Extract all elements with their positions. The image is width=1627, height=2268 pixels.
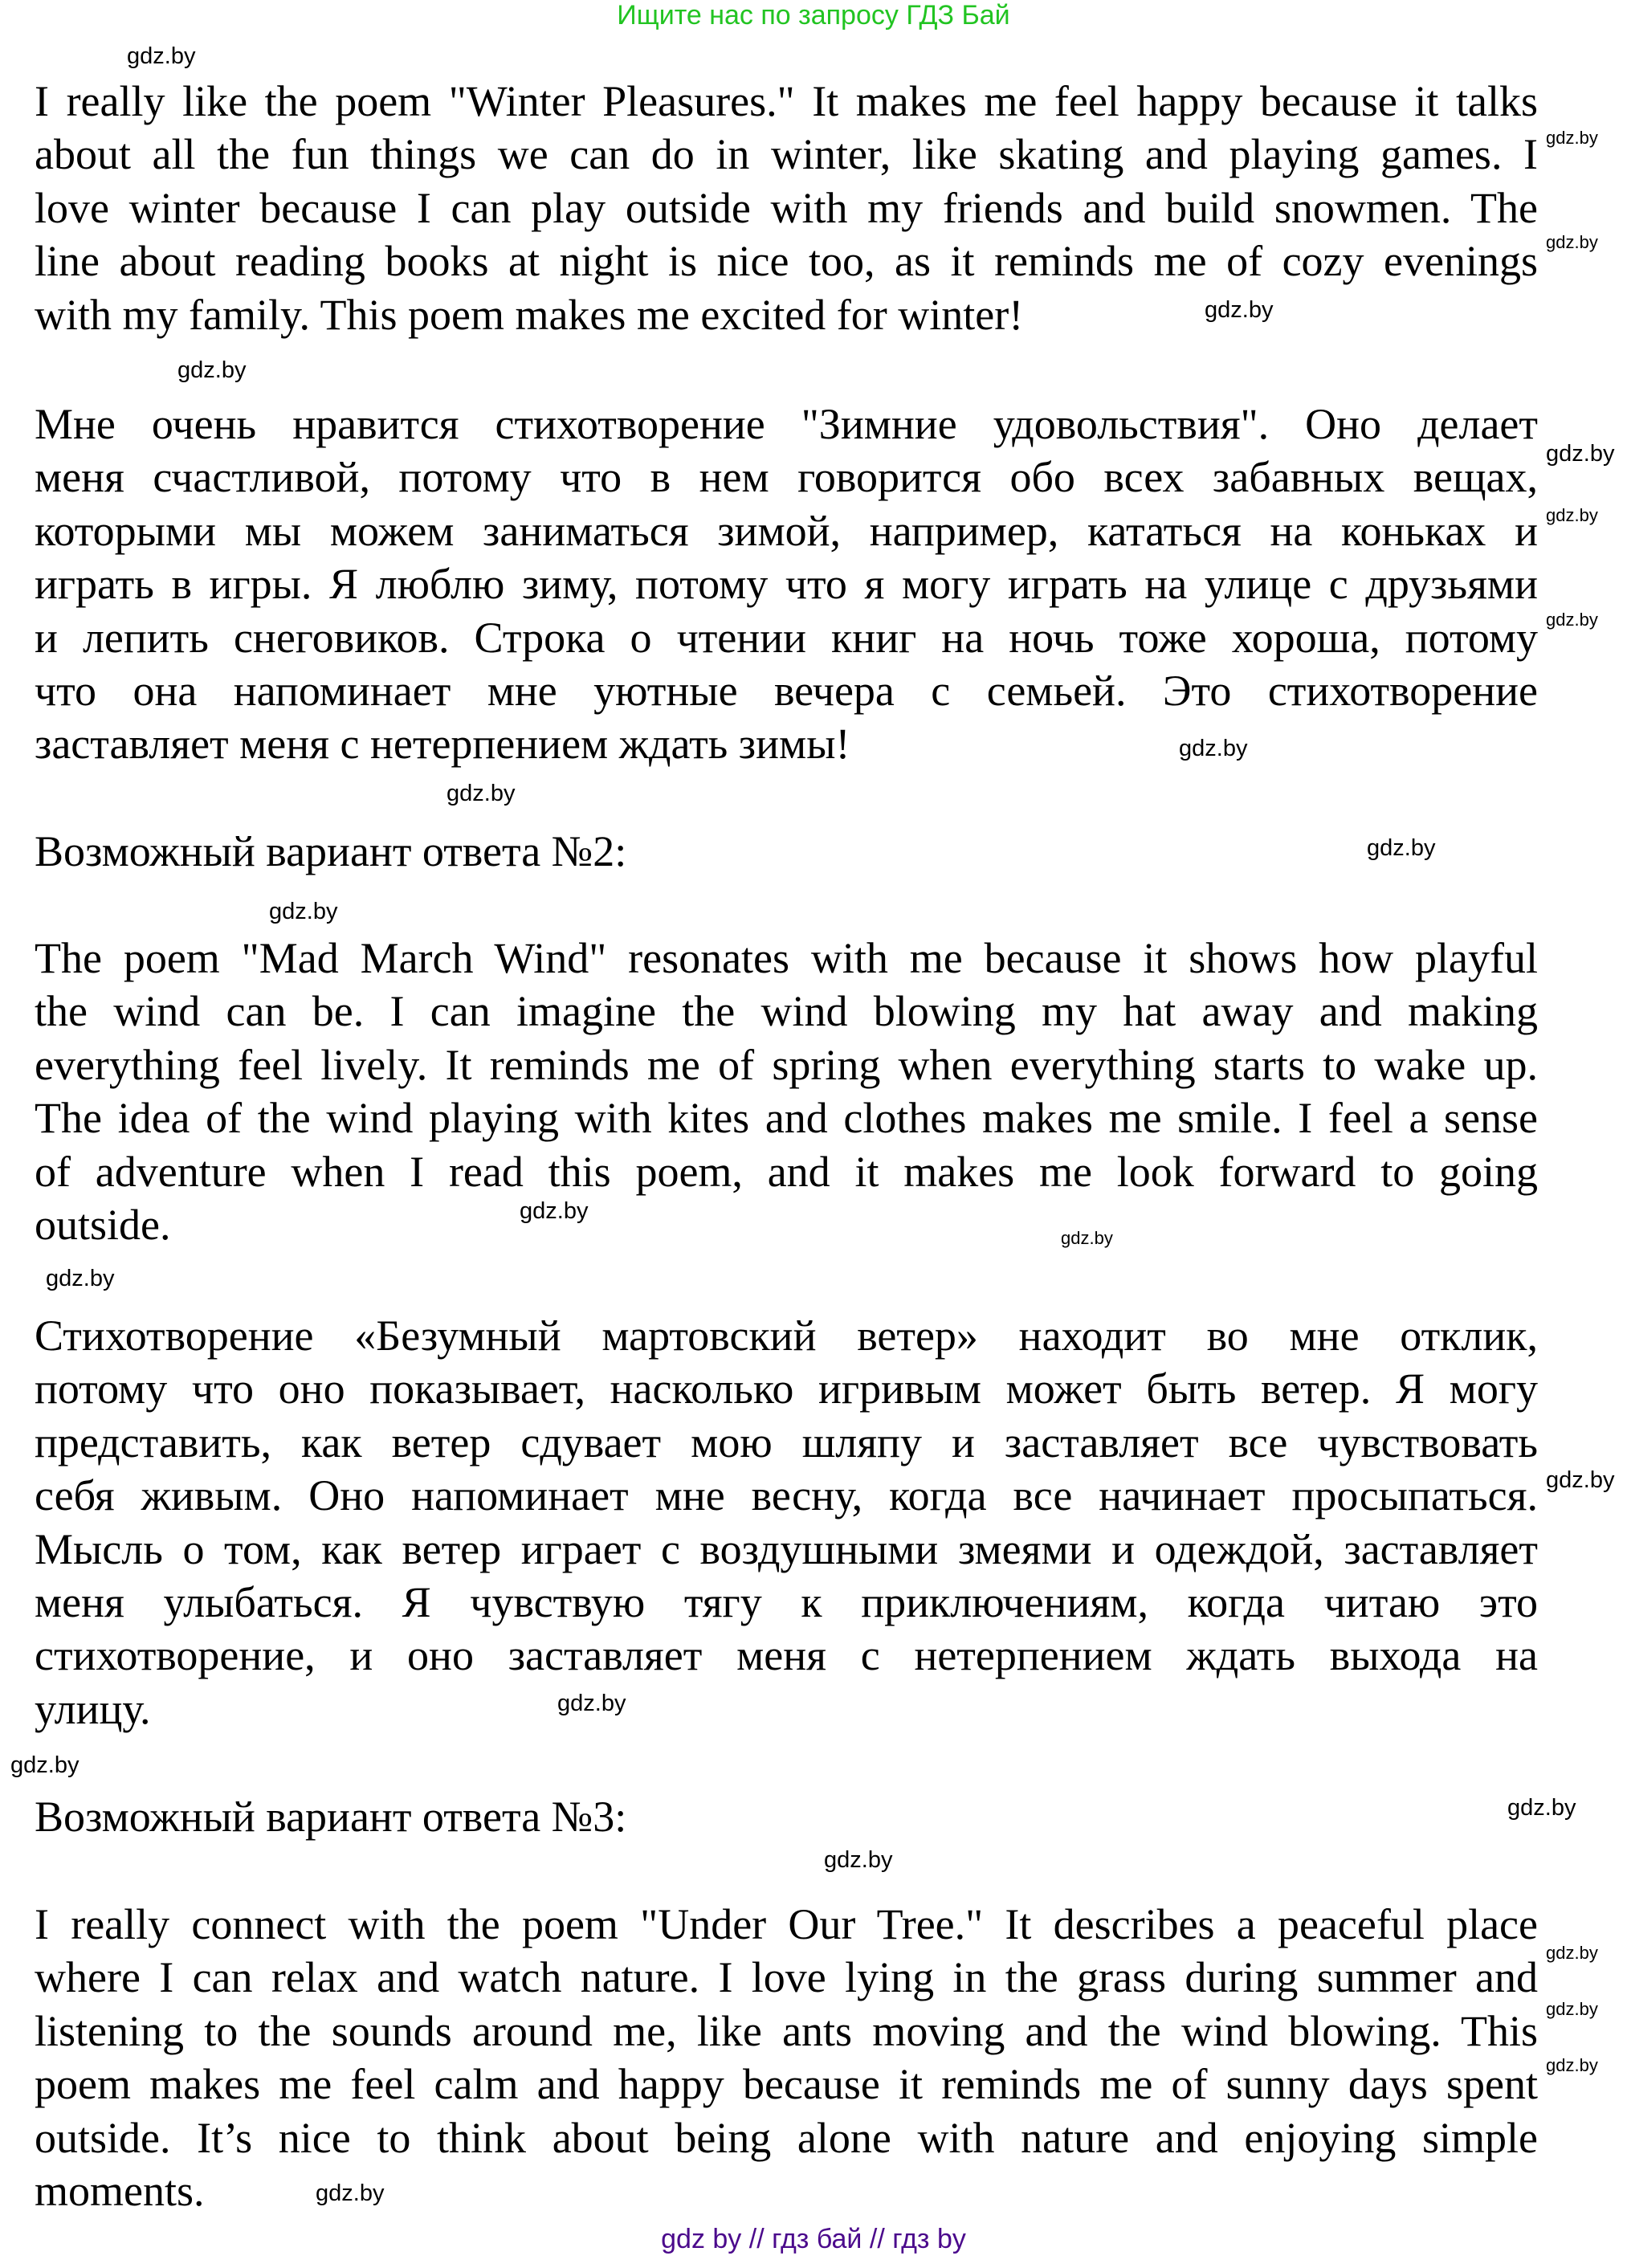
watermark: gdz.by	[1546, 441, 1615, 467]
watermark: gdz.by	[1507, 1795, 1576, 1821]
text-line: of adventure when I read this poem, and it makes me look forward to going	[35, 1147, 1538, 1196]
text-line: listening to the sounds around me, like ants moving and the wind blowing. This	[35, 2006, 1538, 2055]
text-line: Мысль о том, как ветер играет с воздушными змеями и одеждой, заставляет	[35, 1524, 1538, 1573]
text-line: about all the fun things we can do in winter, like skating and playing games. I	[35, 130, 1538, 179]
paragraph-english-1	[35, 75, 1538, 341]
text-line: poem makes me feel calm and happy because it reminds me of sunny days spent	[35, 2060, 1538, 2109]
text-line: меня улыбаться. Я чувствую тягу к приключениям, когда читаю это	[35, 1577, 1538, 1626]
watermark: gdz.by	[520, 1198, 589, 1224]
heading-variant-3: Возможный вариант ответа №3:	[35, 1793, 627, 1841]
heading-variant-2: Возможный вариант ответа №2:	[35, 827, 627, 875]
text-line: the wind can be. I can imagine the wind blowing my hat away and making	[35, 987, 1538, 1036]
paragraph-english-3	[35, 1898, 1538, 2217]
text-line: everything feel lively. It reminds me of spring when everything starts to wake up.	[35, 1040, 1538, 1089]
watermark: gdz.by	[1205, 297, 1274, 323]
watermark: gdz.by	[127, 43, 196, 69]
watermark: gdz.by	[1546, 505, 1598, 525]
watermark: gdz.by	[1546, 1467, 1615, 1493]
paragraph-russian-2	[35, 1309, 1538, 1736]
text-line: и лепить снеговиков. Строка о чтении книг на ночь тоже хороша, потому	[35, 613, 1538, 662]
text-line: I really connect with the poem "Under Our Tree." It describes a peaceful place	[35, 1900, 1538, 1948]
watermark: gdz.by	[1179, 736, 1248, 761]
search-banner[interactable]: Ищите нас по запросу ГДЗ Бай	[617, 0, 1010, 31]
text-line: The poem "Mad March Wind" resonates with me because it shows how playful	[35, 934, 1538, 982]
text-line: line about reading books at night is nice too, as it reminds me of cozy evenings	[35, 237, 1538, 286]
text-line: улицу.	[35, 1684, 151, 1733]
text-line: которыми мы можем заниматься зимой, например, кататься на коньках и	[35, 506, 1538, 555]
text-line: Мне очень нравится стихотворение "Зимние удовольствия". Оно делает	[35, 400, 1538, 448]
watermark: gdz.by	[316, 2180, 385, 2206]
watermark: gdz.by	[1546, 128, 1598, 148]
text-line: outside. It’s nice to think about being alone with nature and enjoying simple	[35, 2113, 1538, 2162]
footer-links[interactable]: gdz by // гдз бай // гдз by	[661, 2224, 966, 2254]
paragraph-english-2	[35, 932, 1538, 1251]
text-line: with my family. This poem makes me excited for winter!	[35, 290, 1024, 339]
watermark: gdz.by	[1546, 610, 1598, 630]
text-line: заставляет меня с нетерпением ждать зимы!	[35, 720, 850, 769]
text-line: outside.	[35, 1200, 171, 1249]
text-line: The idea of the wind playing with kites and clothes makes me smile. I feel a sense	[35, 1094, 1538, 1143]
text-line: love winter because I can play outside with my friends and build snowmen. The	[35, 183, 1538, 232]
text-line: I really like the poem "Winter Pleasures." It makes me feel happy because it talks	[35, 77, 1538, 125]
watermark: gdz.by	[447, 781, 516, 806]
watermark: gdz.by	[1367, 835, 1436, 861]
watermark: gdz.by	[1061, 1228, 1113, 1248]
text-line: потому что оно показывает, насколько игривым может быть ветер. Я могу	[35, 1364, 1538, 1413]
watermark: gdz.by	[10, 1752, 80, 1778]
watermark: gdz.by	[269, 899, 338, 924]
watermark: gdz.by	[1546, 232, 1598, 252]
text-line: where I can relax and watch nature. I love lying in the grass during summer and	[35, 1953, 1538, 2002]
watermark: gdz.by	[46, 1266, 115, 1291]
text-line: представить, как ветер сдувает мою шляпу и заставляет все чувствовать	[35, 1418, 1538, 1466]
text-line: меня счастливой, потому что в нем говорится обо всех забавных вещах,	[35, 453, 1538, 502]
paragraph-russian-1	[35, 398, 1538, 771]
text-line: себя живым. Оно напоминает мне весну, когда все начинает просыпаться.	[35, 1471, 1538, 1520]
text-line: что она напоминает мне уютные вечера с семьей. Это стихотворение	[35, 666, 1538, 715]
watermark: gdz.by	[824, 1847, 893, 1873]
watermark: gdz.by	[557, 1691, 626, 1716]
watermark: gdz.by	[177, 357, 247, 383]
watermark: gdz.by	[1546, 1943, 1598, 1963]
text-line: moments.	[35, 2166, 205, 2215]
watermark: gdz.by	[1546, 2055, 1598, 2075]
watermark: gdz.by	[1546, 1999, 1598, 2019]
text-line: стихотворение, и оно заставляет меня с нетерпением ждать выхода на	[35, 1631, 1538, 1680]
text-line: играть в игры. Я люблю зиму, потому что я могу играть на улице с друзьями	[35, 560, 1538, 609]
text-line: Стихотворение «Безумный мартовский ветер» находит во мне отклик,	[35, 1311, 1538, 1360]
